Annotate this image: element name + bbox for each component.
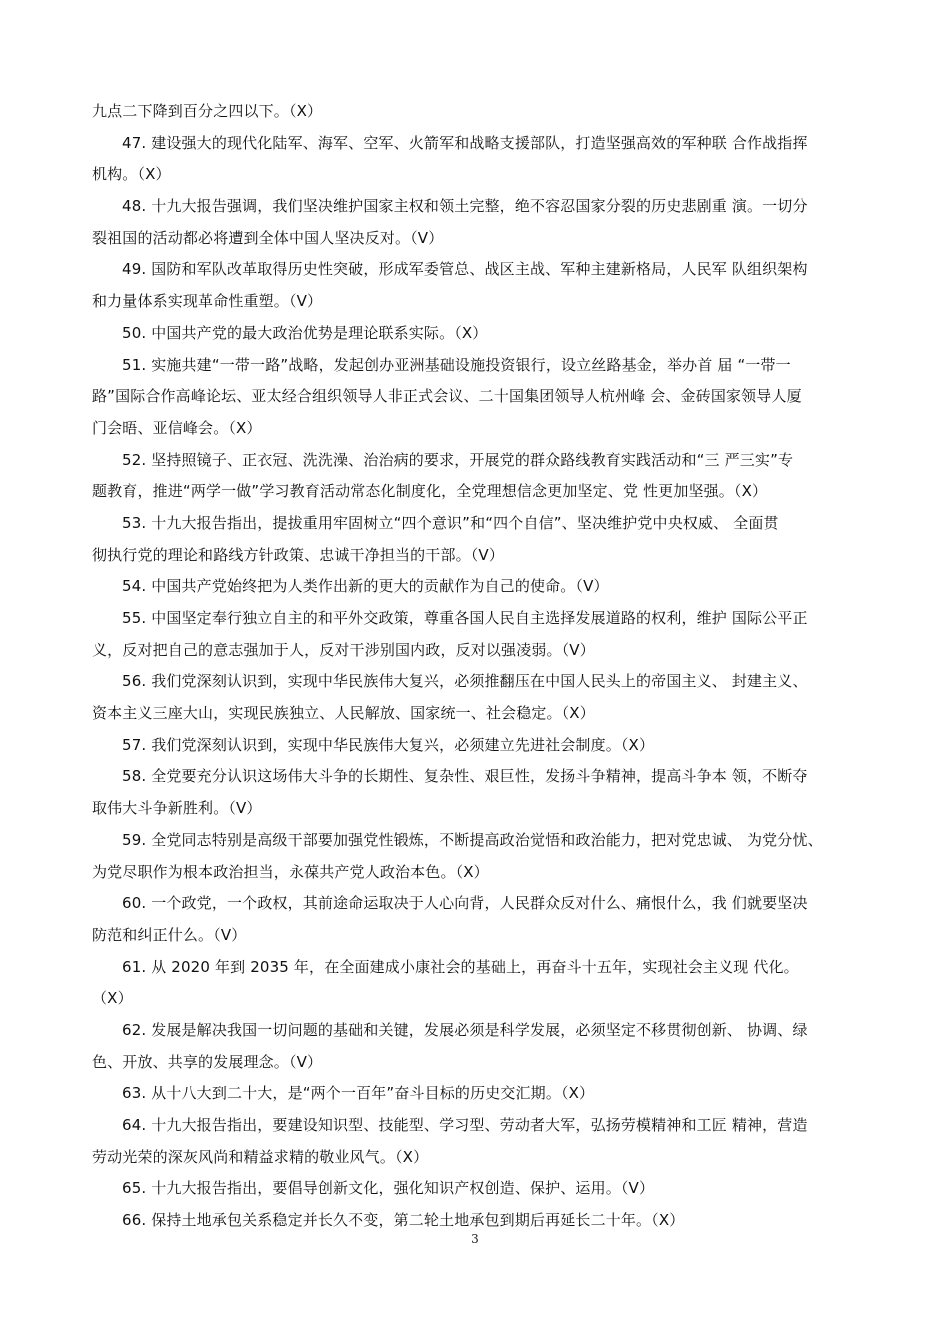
text-line: 49. 国防和军队改革取得历史性突破，形成军委管总、战区主战、军种主建新格局，人民军 队组织架构 [122,260,808,279]
text-line: 65. 十九大报告指出，要倡导创新文化，强化知识产权创造、保护、运用。（V） [122,1179,655,1198]
text-line: 66. 保持土地承包关系稳定并长久不变，第二轮土地承包到期后再延长二十年。（X） [122,1211,685,1230]
text-line: （X） [92,989,133,1008]
text-line: 63. 从十八大到二十大，是“两个一百年”奋斗目标的历史交汇期。（X） [122,1084,595,1103]
text-line: 55. 中国坚定奉行独立自主的和平外交政策，尊重各国人民自主选择发展道路的权利，维护 国际公平正 [122,609,808,627]
text-line: 门会晤、亚信峰会。（X） [92,418,262,437]
text-line: 51. 实施共建“一带一路”战略，发起创办亚洲基础设施投资银行，设立丝路基金，举办首 届 “一带一 [122,355,791,374]
text-line: 57. 我们党深刻认识到，实现中华民族伟大复兴，必须建立先进社会制度。（X） [122,735,655,754]
text-line: 和力量体系实现革命性重塑。（V） [92,292,323,311]
text-line: 59. 全党同志特别是高级干部要加强党性锻炼，不断提高政治觉悟和政治能力，把对党忠诚、 为党分忧、 [122,830,823,849]
text-line: 彻执行党的理论和路线方针政策、忠诚干净担当的干部。（V） [92,545,504,564]
text-line: 56. 我们党深刻认识到，实现中华民族伟大复兴，必须推翻压在中国人民头上的帝国主义、 封建主义、 [122,672,808,691]
text-line: 路”国际合作高峰论坛、亚太经合组织领导人非正式会议、二十国集团领导人杭州峰 会、金砖国家领导人厦 [92,387,802,406]
document-body [92,96,858,1237]
text-line: 58. 全党要充分认识这场伟大斗争的长期性、复杂性、艰巨性，发扬斗争精神，提高斗争本 领，不断夺 [122,767,808,786]
text-line: 为党尽职作为根本政治担当，永葆共产党人政治本色。（X） [92,862,489,881]
text-line: 61. 从 2020 年到 2035 年，在全面建成小康社会的基础上，再奋斗十五年，实现社会主义现 代化。 [122,957,799,976]
text-line: 47. 建设强大的现代化陆军、海军、空军、火箭军和战略支援部队，打造坚强高效的军种联 合作战指挥 [122,133,808,152]
text-line: 60. 一个政党，一个政权，其前途命运取决于人心向背，人民群众反对什么、痛恨什么，我 们就要坚决 [122,894,808,913]
text-line: 48. 十九大报告强调，我们坚决维护国家主权和领土完整，绝不容忍国家分裂的历史悲剧重 演。一切分 [122,197,808,216]
text-line: 义，反对把自己的意志强加于人，反对干涉别国内政，反对以强凌弱。（V） [92,640,595,659]
text-line: 取伟大斗争新胜利。（V） [92,799,262,818]
text-line: 资本主义三座大山，实现民族独立、人民解放、国家统一、社会稳定。（X） [92,704,595,723]
text-line: 54. 中国共产党始终把为人类作出新的更大的贡献作为自己的使命。（V） [122,577,609,596]
text-line: 50. 中国共产党的最大政治优势是理论联系实际。（X） [122,323,488,342]
text-line: 机构。（X） [92,165,171,184]
text-line: 劳动光荣的深灰风尚和精益求精的敬业风气。（X） [92,1147,429,1166]
page-number: 3 [471,1232,479,1246]
text-line: 题教育，推进“两学一做”学习教育活动常态化制度化，全党理想信念更加坚定、党 性更加坚强。（X） [92,482,768,501]
text-line: 裂祖国的活动都必将遭到全体中国人坚决反对。（V） [92,228,444,247]
text-line: 53. 十九大报告指出，提拔重用牢固树立“四个意识”和“四个自信”、坚决维护党中央权威、 全面贯 [122,513,779,532]
text-line: 62. 发展是解决我国一切问题的基础和关键，发展必须是科学发展，必须坚定不移贯彻创新、 协调、绿 [122,1020,808,1039]
text-line: 64. 十九大报告指出，要建设知识型、技能型、学习型、劳动者大军，弘扬劳模精神和工匠 精神，营造 [122,1116,808,1134]
text-line: 九点二下降到百分之四以下。（X） [92,102,323,120]
text-line: 防范和纠正什么。（V） [92,925,247,944]
text-line: 52. 坚持照镜子、正衣冠、洗洗澡、治治病的要求，开展党的群众路线教育实践活动和“三 严三实”专 [122,450,794,469]
text-line: 色、开放、共享的发展理念。（V） [92,1052,323,1071]
